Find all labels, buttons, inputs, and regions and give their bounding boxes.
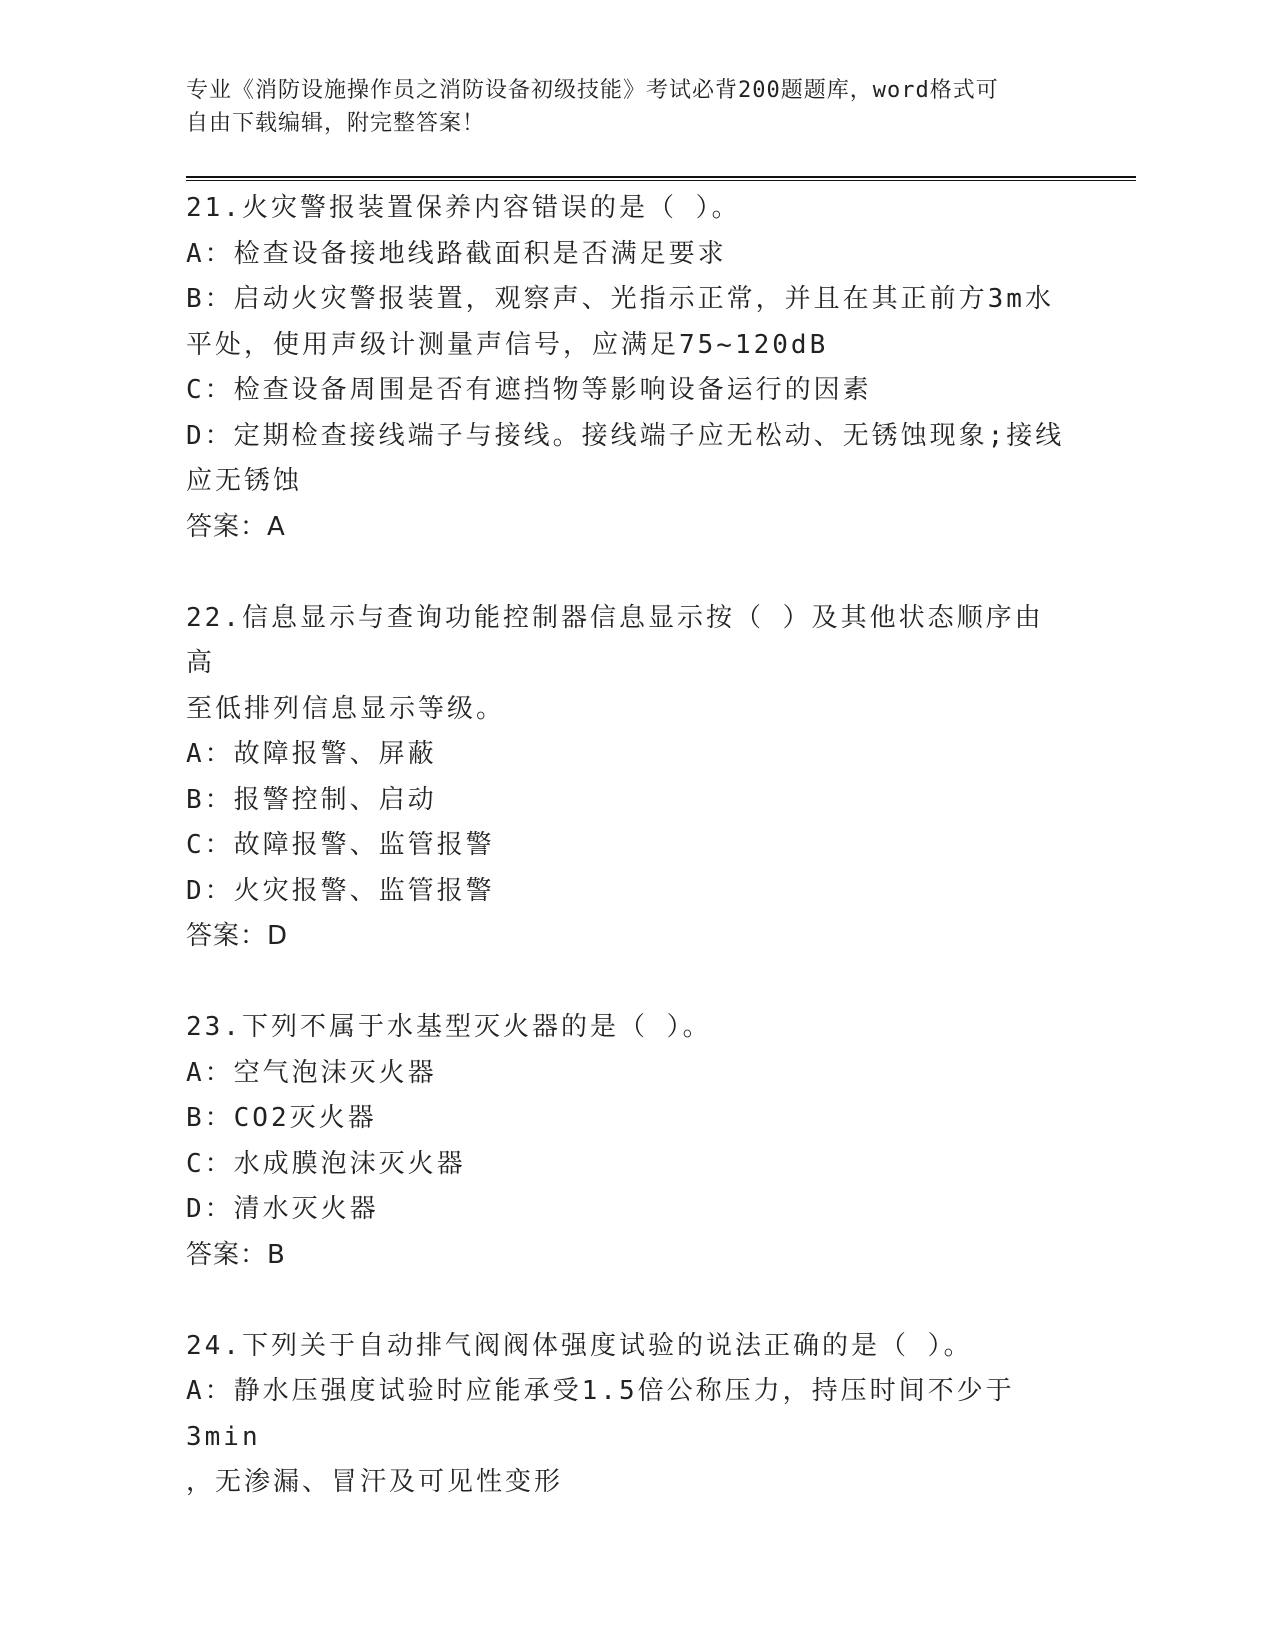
option-line: B：CO2灭火器 (186, 1103, 377, 1133)
header-divider-thin (186, 180, 1136, 181)
option-line: A：空气泡沫灭火器 (186, 1057, 437, 1088)
question-stem-line: 24.下列关于自动排气阀阀体强度试验的说法正确的是（ ）。 (186, 1330, 973, 1361)
option-line: D：火灾报警、监管报警 (186, 875, 495, 906)
question-stem-line: 22.信息显示与查询功能控制器信息显示按（ ）及其他状态顺序由高 (186, 602, 1044, 678)
document-header (186, 74, 1066, 140)
question-stem-line: 至低排列信息显示等级。 (186, 693, 506, 724)
header-line-1: 专业《消防设施操作员之消防设备初级技能》考试必背200题题库，word格式可 (186, 78, 999, 103)
answer-line: 答案：B (186, 1239, 286, 1270)
option-line: C：故障报警、监管报警 (186, 830, 495, 860)
question-block (186, 186, 1066, 550)
option-line: C：水成膜泡沫灭火器 (186, 1148, 466, 1179)
option-line: 平处，使用声级计测量声信号，应满足75~120dB (186, 329, 829, 360)
option-line: A：故障报警、屏蔽 (186, 739, 437, 769)
option-line: 应无锈蚀 (186, 466, 303, 496)
header-divider (186, 176, 1136, 178)
answer-line: 答案：A (186, 511, 286, 542)
option-line: A：检查设备接地线路截面积是否满足要求 (186, 238, 727, 269)
option-line: D：定期检查接线端子与接线。接线端子应无松动、无锈蚀现象;接线 (186, 420, 1065, 451)
question-block (186, 1324, 1066, 1506)
option-line: ，无渗漏、冒汗及可见性变形 (186, 1467, 564, 1497)
question-stem-line: 21.火灾警报装置保养内容错误的是（ ）。 (186, 193, 741, 223)
answer-line: 答案：D (186, 921, 289, 951)
option-line: A：静水压强度试验时应能承受1.5倍公称压力，持压时间不少于3min (186, 1376, 1015, 1452)
option-line: D：清水灭火器 (186, 1194, 379, 1224)
option-line: B：报警控制、启动 (186, 784, 437, 815)
header-line-2: 自由下载编辑，附完整答案！ (186, 111, 486, 136)
question-block (186, 1005, 1066, 1278)
question-list (186, 186, 1066, 1506)
option-line: B：启动火灾警报装置，观察声、光指示正常，并且在其正前方3m水 (186, 284, 1054, 314)
question-spacer (186, 550, 1066, 596)
question-spacer (186, 960, 1066, 1006)
question-stem-line: 23.下列不属于水基型灭火器的是（ ）。 (186, 1012, 712, 1042)
question-spacer (186, 1278, 1066, 1324)
option-line: C：检查设备周围是否有遮挡物等影响设备运行的因素 (186, 375, 872, 405)
question-block (186, 596, 1066, 960)
